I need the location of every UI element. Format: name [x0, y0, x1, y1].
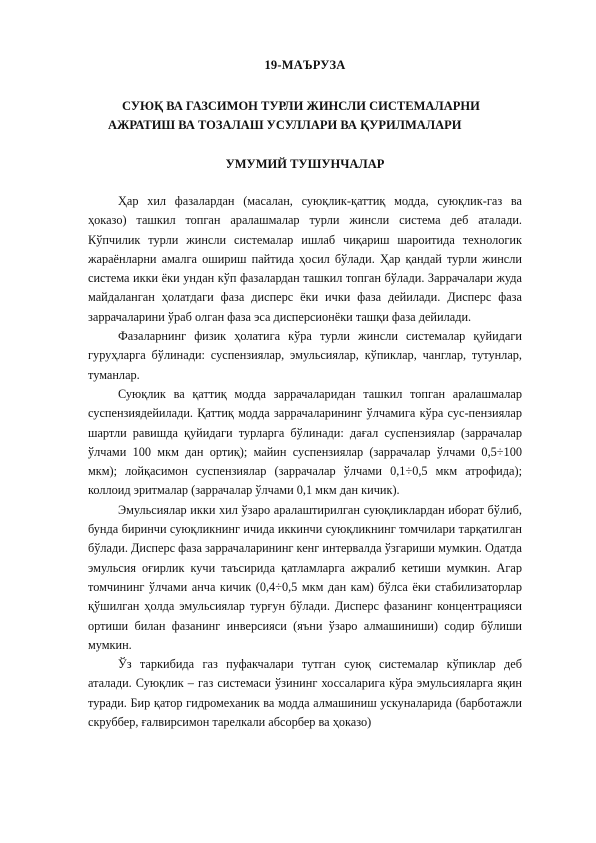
paragraph-2: Фазаларнинг физик ҳолатига кўра турли жинсли системалар қуйидаги гуруҳларга бўлинади: суспензиялар, эмульсиялар, кўпиклар, чанглар, тутунлар, туманлар.	[88, 329, 522, 382]
paragraph-4: Эмульсиялар икки хил ўзаро аралаштирилган суюқликлардан иборат бўлиб, бунда биринчи суюқликнинг ичида иккинчи суюқликнинг томчилари тарқатилган бўлади. Дисперс фаза заррачаларининг кенг интервалда ўзгариши мумкин. Одатда эмульсия оғирлик кучи таъсирида қатламларга ажралиб кетиши мумкин. Агар томчининг ўлчами анча кичик (0,4÷0,5 мкм дан кам) бўлса ёки стабилизаторлар қўшилган ҳолда эмульсиялар турғун бўлади. Дисперс фазанинг концентрацияси ортиши билан фазанинг инверсияси (яъни ўзаро алмашиниши) содир бўлиши мумкин.	[88, 502, 522, 652]
title-line-1: СУЮҚ ВА ГАЗСИМОН ТУРЛИ ЖИНСЛИ СИСТЕМАЛАРНИ	[122, 99, 480, 113]
paragraph-1: Ҳар хил фазалардан (масалан, суюқлик-қаттиқ модда, суюқлик-газ ва ҳоказо) ташкил топган аралашмалар турли жинсли система деб аталади. Кўпчилик турли жинсли системалар ишлаб чиқариш шароитида технологик жараёнларни амалга ошириш пайтида ҳосил бўлади. Ҳар қандай турли жинсли система икки ёки ундан кўп фазалардан ташкил топган бўлади. Заррачалари жуда майдаланган ҳолатдаги фаза дисперс ёки ички фаза дейилади. Дисперс фаза заррачаларини ўраб олган фаза эса дисперсионёки ташқи фаза дейилади.	[88, 194, 522, 324]
document-title	[88, 97, 522, 135]
lecture-number: 19-МАЪРУЗА	[264, 58, 346, 72]
document-page	[88, 58, 522, 732]
section-title: УМУМИЙ ТУШУНЧАЛАР	[225, 157, 385, 171]
paragraph-5: Ўз таркибида газ пуфакчалари тутган суюқ системалар кўпиклар деб аталади. Суюқлик – газ системаси ўзининг хоссаларига кўра эмульсияларга яқин туради. Бир қатор гидромеханик ва модда алмашиниш ускуналарида (барботажли скруббер, ғалвирсимон тарелкали абсорбер ва ҳоказо)	[88, 657, 522, 730]
paragraph-3: Суюқлик ва қаттиқ модда заррачаларидан ташкил топган аралашмалар суспензиядейилади. Қаттиқ модда заррачаларининг ўлчамига кўра сус-пензиялар шартли равишда қуйидаги турларга бўлинади: дағал суспензиялар (заррачалар ўлчами 100 мкм дан ортиқ); майин суспензиялар (заррачалар ўлчами 0,5÷100 мкм); лойқасимон суспензиялар (заррачалар ўлчами 0,1÷0,5 мкм атрофида); коллоид эритмалар (заррачалар ўлчами 0,1 мкм дан кичик).	[88, 386, 522, 498]
title-line-2: АЖРАТИШ ВА ТОЗАЛАШ УСУЛЛАРИ ВА ҚУРИЛМАЛАРИ	[108, 118, 462, 132]
